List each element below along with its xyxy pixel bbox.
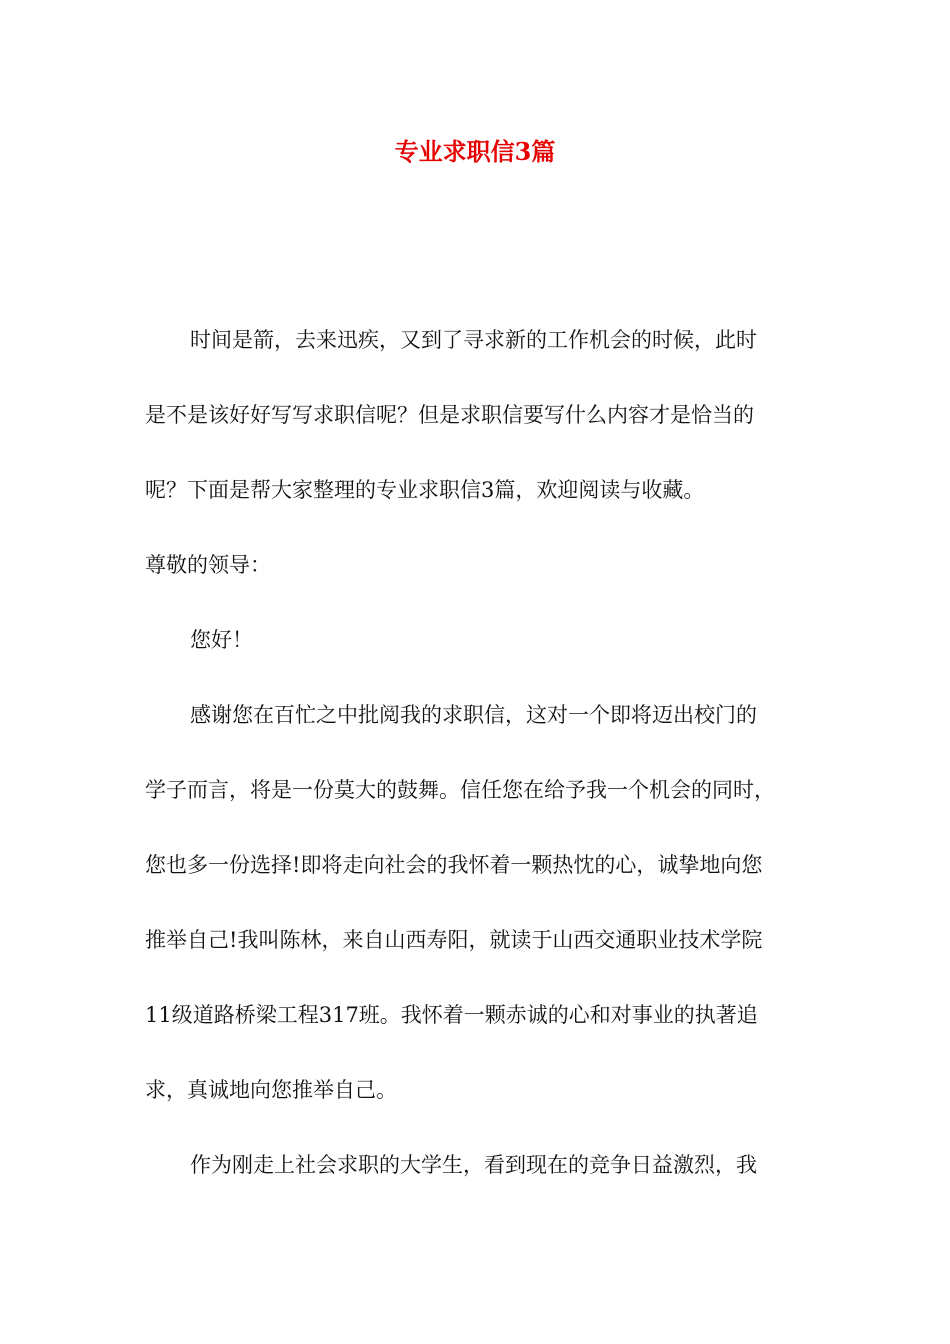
paragraph-line: 作为刚走上社会求职的大学生，看到现在的竞争日益激烈，我 xyxy=(190,1153,757,1177)
paragraph-line: 推举自己!我叫陈林，来自山西寿阳，就读于山西交通职业技术学院 xyxy=(145,928,763,952)
paragraph-line: 学子而言，将是一份莫大的鼓舞。信任您在给予我一个机会的同时， xyxy=(145,778,775,802)
greeting: 您好！ xyxy=(190,628,253,652)
paragraph-line: 是不是该好好写写求职信呢？但是求职信要写什么内容才是恰当的 xyxy=(145,403,754,427)
paragraph-line: 时间是箭，去来迅疾，又到了寻求新的工作机会的时候，此时 xyxy=(190,328,757,352)
document-title: 专业求职信3篇 xyxy=(394,137,556,166)
paragraph-line: 呢？下面是帮大家整理的专业求职信3篇，欢迎阅读与收藏。 xyxy=(145,478,705,502)
paragraph-line: 求，真诚地向您推举自己。 xyxy=(145,1078,397,1102)
paragraph-line: 感谢您在百忙之中批阅我的求职信，这对一个即将迈出校门的 xyxy=(190,703,757,727)
salutation: 尊敬的领导： xyxy=(145,553,271,577)
paragraph-line: 11级道路桥梁工程317班。我怀着一颗赤诚的心和对事业的执著追 xyxy=(145,1003,758,1027)
paragraph-line: 您也多一份选择!即将走向社会的我怀着一颗热忱的心，诚挚地向您 xyxy=(145,853,763,877)
